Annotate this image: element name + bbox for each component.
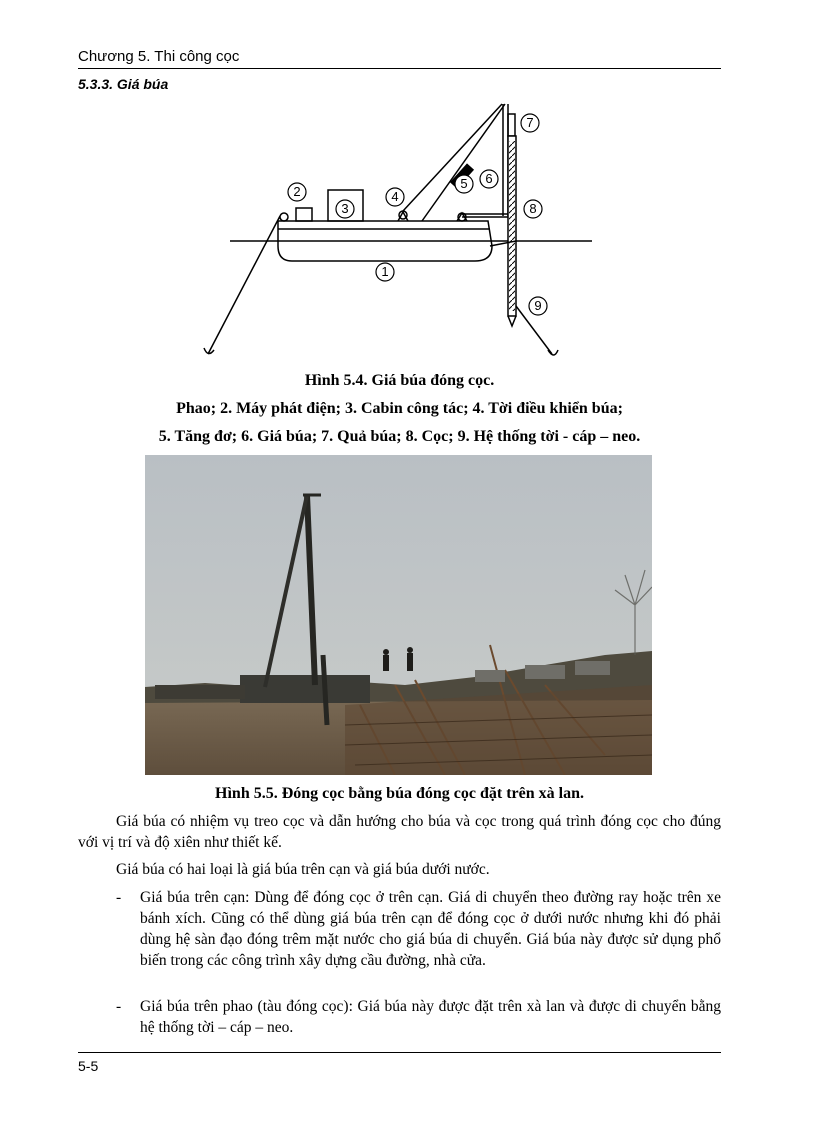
footer-rule <box>78 1052 721 1053</box>
label-6: 6 <box>485 171 493 186</box>
label-1: 1 <box>381 264 389 279</box>
page-number: 5-5 <box>78 1058 99 1074</box>
chapter-header: Chương 5. Thi công cọc <box>78 48 240 65</box>
bullet-marker-2: - <box>116 998 122 1015</box>
bullet-item-1: Giá búa trên cạn: Dùng để đóng cọc ở trên cạn. Giá di chuyển theo đường ray hoặc trên xe bánh xích. Cũng có thể dùng giá búa trên cạn để đóng cọc ở dưới nước nhưng khi đó phải dùng hệ sàn đạo đóng trêm mặt nước cho giá búa di chuyển. Giá búa này được sử dụng phổ biến trong các công trình xây dựng cầu đường, nhà cửa. <box>140 889 721 969</box>
pile-frame-diagram <box>200 96 620 366</box>
label-2: 2 <box>293 184 301 199</box>
barge-pile-driving-photo <box>145 455 652 775</box>
bullet-item-2: Giá búa trên phao (tàu đóng cọc): Giá búa này được đặt trên xà lan và được di chuyển bằng hệ thống tời – cáp – neo. <box>140 998 721 1036</box>
label-9: 9 <box>534 298 542 313</box>
label-5: 5 <box>460 176 468 191</box>
figure1-caption-line2: 5. Tăng đơ; 6. Giá búa; 7. Quả búa; 8. Cọc; 9. Hệ thống tời - cáp – neo. <box>158 428 641 445</box>
label-4: 4 <box>391 189 399 204</box>
pulley-left <box>280 213 288 221</box>
figure2-caption: Hình 5.5. Đóng cọc bằng búa đóng cọc đặt trên xà lan. <box>215 785 584 802</box>
figure1-caption-title: Hình 5.4. Giá búa đóng cọc. <box>304 372 495 389</box>
boom-line <box>422 104 505 221</box>
label-8: 8 <box>529 201 537 216</box>
hammer-box <box>508 114 515 136</box>
generator-box <box>296 208 312 221</box>
label-7: 7 <box>526 115 534 130</box>
paragraph-2: Giá búa có hai loại là giá búa trên cạn và giá búa dưới nước. <box>116 861 490 878</box>
label-3: 3 <box>341 201 349 216</box>
header-rule <box>78 68 721 69</box>
bullet-marker-1: - <box>116 889 122 906</box>
section-title: 5.3.3. Giá búa <box>78 76 169 92</box>
paragraph-1: Giá búa có nhiệm vụ treo cọc và dẫn hướng cho búa và cọc trong quá trình đóng cọc cho đúng với vị trí và độ xiên như thiết kế. <box>78 813 721 851</box>
anchor-cable-left <box>208 216 280 354</box>
figure1-caption-line1: Phao; 2. Máy phát điện; 3. Cabin công tác; 4. Tời điều khiển búa; <box>176 400 623 417</box>
